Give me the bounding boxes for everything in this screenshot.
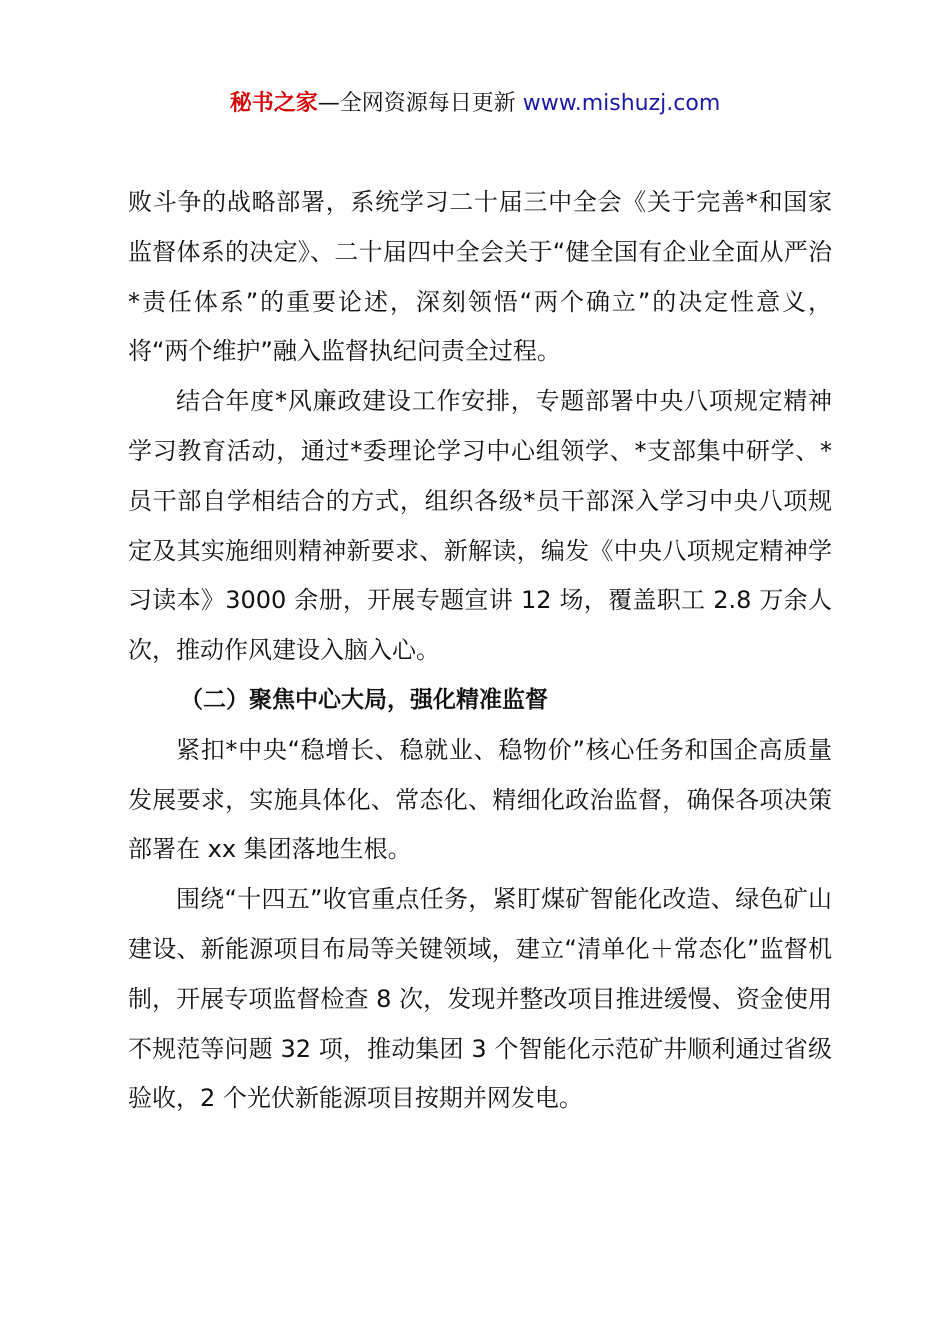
section-heading-2: （二）聚焦中心大局，强化精准监督 <box>180 686 548 713</box>
site-url[interactable]: www.mishuzj.com <box>522 91 721 116</box>
site-brand: 秘书之家 <box>229 91 318 116</box>
site-tagline: —全网资源每日更新 <box>317 91 523 116</box>
site-header <box>0 86 950 122</box>
document-body <box>128 178 832 1124</box>
paragraph-continuation: 败斗争的战略部署，系统学习二十届三中全会《关于完善*和国家监督体系的决定》、二十届四中全会关于“健全国有企业全面从严治*责任体系”的重要论述，深刻领悟“两个确立”的决定性意义，将“两个维护”融入监督执纪问责全过程。 <box>128 188 832 366</box>
paragraph-key-areas: 围绕“十四五”收官重点任务，紧盯煤矿智能化改造、绿色矿山建设、新能源项目布局等关键领域，建立“清单化＋常态化”监督机制，开展专项监督检查 8 次，发现并整改项目推进缓慢、资金使用不规范等问题 32 项，推动集团 3 个智能化示范矿井顺利通过省级验收，2 个光伏新能源项目按期并网发电。 <box>128 885 832 1113</box>
paragraph-core-tasks: 紧扣*中央“稳增长、稳就业、稳物价”核心任务和国企高质量发展要求，实施具体化、常态化、精细化政治监督，确保各项决策部署在 xx 集团落地生根。 <box>128 735 832 864</box>
paragraph-study-rules: 结合年度*风廉政建设工作安排，专题部署中央八项规定精神学习教育活动，通过*委理论学习中心组领学、*支部集中研学、*员干部自学相结合的方式，组织各级*员干部深入学习中央八项规定及其实施细则精神新要求、新解读，编发《中央八项规定精神学习读本》3000 余册，开展专题宣讲 12 场，覆盖职工 2.8 万余人次，推动作风建设入脑入心。 <box>128 387 832 665</box>
